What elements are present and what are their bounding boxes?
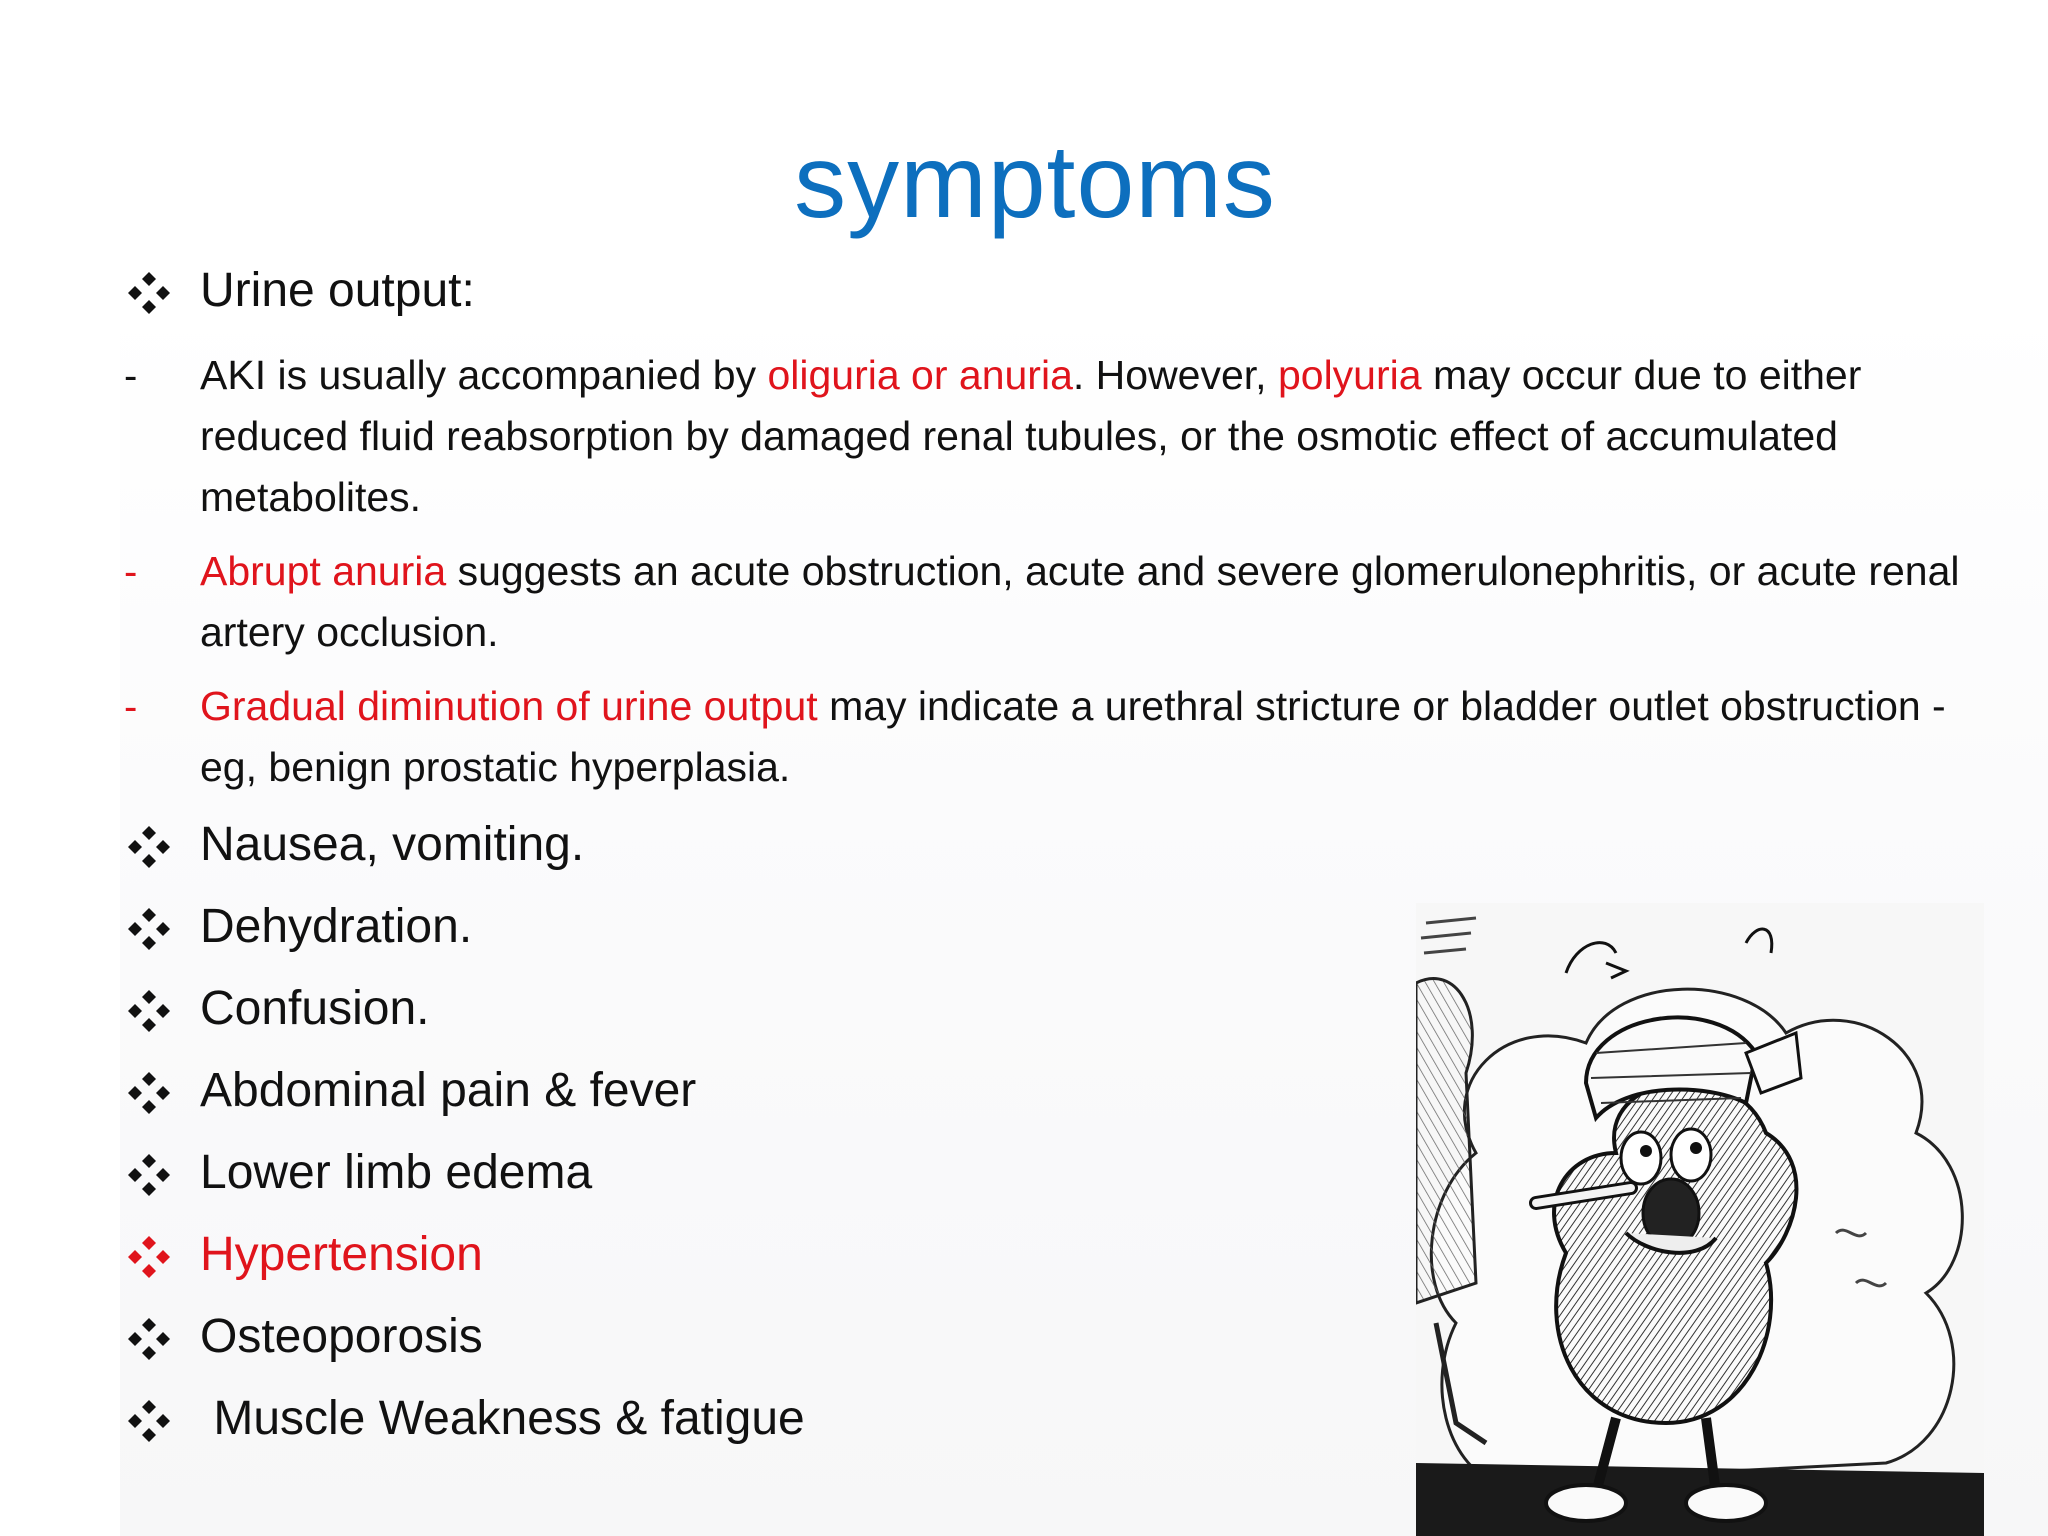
sick-kidney-cartoon: [1416, 903, 1984, 1536]
paragraph-gradual-diminution: Gradual diminution of urine output may indicate a urethral stricture or bladder outlet obstruction - eg, benign prostatic hyperplasia.: [200, 683, 1946, 790]
paragraph-aki-urine: AKI is usually accompanied by oliguria or anuria. However, polyuria may occur due to either reduced fluid reabsorption by damaged renal tubules, or the osmotic effect of accumulated metabolites.: [200, 352, 1862, 520]
four-diamond-bullet-icon: [126, 906, 172, 952]
symptom-label: Nausea, vomiting.: [200, 818, 585, 871]
symptom-label: Osteoporosis: [200, 1310, 483, 1363]
sick-kidney-cartoon-drawing: [1416, 903, 1984, 1536]
four-diamond-bullet-icon: [126, 1398, 172, 1444]
four-diamond-bullet-icon: [126, 1152, 172, 1198]
four-diamond-bullet-icon: [126, 988, 172, 1034]
symptom-label: Dehydration.: [200, 900, 473, 953]
dash-marker-red: -: [124, 685, 138, 729]
four-diamond-bullet-icon-red: [126, 1234, 172, 1280]
symptom-label: Confusion.: [200, 982, 430, 1035]
four-diamond-bullet-icon: [126, 1316, 172, 1362]
dash-marker-red: -: [124, 550, 138, 594]
symptom-label: Muscle Weakness & fatigue: [200, 1392, 805, 1445]
symptom-label: Abdominal pain & fever: [200, 1064, 697, 1117]
four-diamond-bullet-icon: [126, 270, 172, 316]
four-diamond-bullet-icon: [126, 1070, 172, 1116]
slide-title: symptoms: [794, 124, 1276, 240]
four-diamond-bullet-icon: [126, 824, 172, 870]
symptom-label-highlight: Hypertension: [200, 1228, 483, 1281]
dash-marker: -: [124, 354, 138, 398]
paragraph-abrupt-anuria: Abrupt anuria suggests an acute obstruction, acute and severe glomerulonephritis, or acute renal artery occlusion.: [200, 548, 1960, 655]
symptom-label: Lower limb edema: [200, 1146, 593, 1199]
urine-output-heading: Urine output:: [200, 264, 475, 317]
